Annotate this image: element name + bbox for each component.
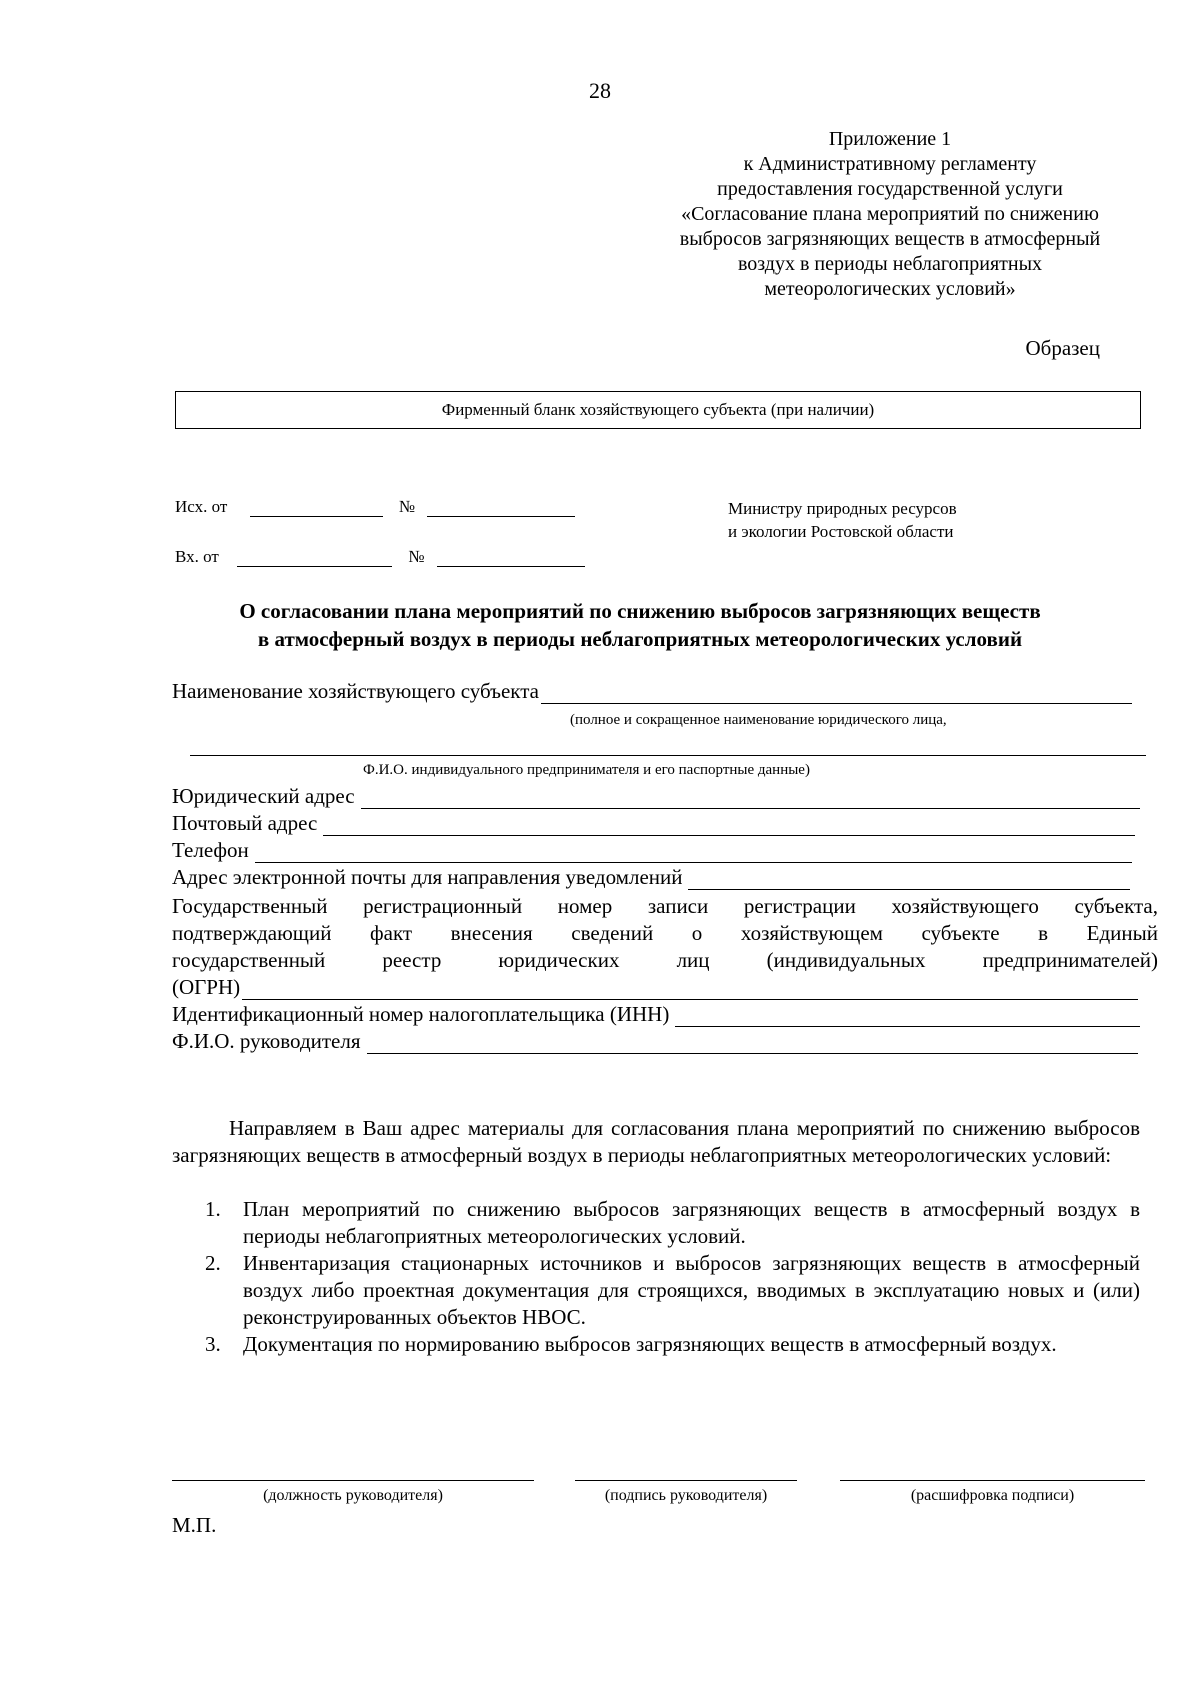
ogrn-description xyxy=(172,893,1158,974)
postal-address-label: Почтовый адрес xyxy=(172,811,318,835)
inn-blank[interactable] xyxy=(675,1006,1140,1027)
letterhead-text: Фирменный бланк хозяйствующего субъекта (при наличии) xyxy=(441,400,875,419)
list-item-number: 3. xyxy=(205,1332,221,1356)
title-line: О согласовании плана мероприятий по снижению выбросов загрязняющих веществ xyxy=(239,599,1041,623)
head-name-blank[interactable] xyxy=(367,1033,1138,1054)
phone-label: Телефон xyxy=(172,838,249,862)
outgoing-number-sign: № xyxy=(398,497,416,516)
list-item-text: Инвентаризация стационарных источников и выбросов загрязняющих веществ в атмосферный воздух либо проектная документация для строящихся, вводимых в эксплуатацию новых и (или) реконструированных объектов НВОС. xyxy=(243,1251,1140,1329)
outgoing-label: Исх. от xyxy=(175,497,228,516)
ogrn-line: подтверждающий факт внесения сведений о хозяйствующем субъекте в Единый xyxy=(172,921,1158,945)
addressee xyxy=(728,497,957,543)
incoming-date-blank[interactable] xyxy=(237,548,392,567)
outgoing-date-blank[interactable] xyxy=(250,498,383,517)
incoming-number-sign: № xyxy=(408,547,425,566)
decoding-signature-line[interactable] xyxy=(840,1480,1145,1481)
head-name-label: Ф.И.О. руководителя xyxy=(172,1029,361,1053)
postal-address-field xyxy=(172,811,1135,836)
ogrn-line: Государственный регистрационный номер записи регистрации хозяйствующего субъекта, xyxy=(172,894,1158,918)
position-signature-line[interactable] xyxy=(172,1480,534,1481)
sample-label: Образец xyxy=(1025,336,1100,360)
intro-paragraph: Направляем в Ваш адрес материалы для согласования плана мероприятий по снижению выбросов загрязняющих веществ в атмосферный воздух в периоды неблагоприятных метеорологических условий: xyxy=(172,1116,1140,1167)
list-item-text: Документация по нормированию выбросов загрязняющих веществ в атмосферный воздух. xyxy=(243,1332,1057,1356)
head-name-field xyxy=(172,1029,1138,1054)
position-caption: (должность руководителя) xyxy=(263,1487,443,1504)
appendix-line: воздух в периоды неблагоприятных xyxy=(737,253,1043,275)
appendix-line: «Согласование плана мероприятий по снижению xyxy=(681,203,1099,225)
addressee-line: и экологии Ростовской области xyxy=(728,522,954,541)
postal-address-blank[interactable] xyxy=(323,815,1135,836)
appendix-line: метеорологических условий» xyxy=(764,278,1016,300)
letterhead-box xyxy=(175,391,1141,429)
entity-name-label: Наименование хозяйствующего субъекта xyxy=(172,679,539,703)
decoding-caption: (расшифровка подписи) xyxy=(910,1487,1075,1504)
entity-name-blank[interactable] xyxy=(541,683,1132,704)
incoming-label: Вх. от xyxy=(175,547,219,566)
addressee-line: Министру природных ресурсов xyxy=(728,499,957,518)
ogrn-blank[interactable] xyxy=(242,979,1138,1000)
list-item-number: 1. xyxy=(205,1197,221,1221)
title-line: в атмосферный воздух в периоды неблагоприятных метеорологических условий xyxy=(257,627,1023,651)
incoming-ref-row xyxy=(175,547,585,567)
signature-caption: (подпись руководителя) xyxy=(604,1487,768,1504)
entity-name-blank-2[interactable] xyxy=(190,755,1146,756)
outgoing-ref-row xyxy=(175,497,575,517)
signature-line[interactable] xyxy=(575,1480,797,1481)
inn-field xyxy=(172,1002,1140,1027)
list-item xyxy=(205,1196,1140,1250)
ogrn-line: государственный реестр юридических лиц (индивидуальных предпринимателей) xyxy=(172,948,1158,972)
list-item xyxy=(205,1331,1140,1358)
list-item-text: План мероприятий по снижению выбросов загрязняющих веществ в атмосферный воздух в периоды неблагоприятных метеорологических условий. xyxy=(243,1197,1140,1248)
appendix-line: предоставления государственной услуги xyxy=(717,178,1063,200)
outgoing-number-blank[interactable] xyxy=(427,498,575,517)
entity-name-field xyxy=(172,679,1132,704)
appendix-line: выбросов загрязняющих веществ в атмосферный xyxy=(679,228,1101,250)
email-blank[interactable] xyxy=(688,869,1130,890)
legal-address-label: Юридический адрес xyxy=(172,784,355,808)
legal-address-field xyxy=(172,784,1140,809)
list-item-number: 2. xyxy=(205,1251,221,1275)
appendix-line: к Административному регламенту xyxy=(743,153,1037,175)
ogrn-label: (ОГРН) xyxy=(172,975,241,999)
document-title xyxy=(150,597,1130,653)
stamp-label: М.П. xyxy=(172,1513,217,1537)
appendix-line: Приложение 1 xyxy=(828,128,952,150)
phone-blank[interactable] xyxy=(255,842,1132,863)
phone-field xyxy=(172,838,1132,863)
entity-name-note: (полное и сокращенное наименование юридического лица, xyxy=(570,712,947,728)
email-field xyxy=(172,865,1130,890)
incoming-number-blank[interactable] xyxy=(437,548,585,567)
page-number: 28 xyxy=(589,78,611,103)
entity-name-note-2: Ф.И.О. индивидуального предпринимателя и его паспортные данные) xyxy=(363,762,810,778)
appendix-header xyxy=(640,127,1140,302)
inn-label: Идентификационный номер налогоплательщика (ИНН) xyxy=(172,1002,670,1026)
ogrn-field xyxy=(172,975,1138,1000)
email-label: Адрес электронной почты для направления уведомлений xyxy=(172,865,683,889)
legal-address-blank[interactable] xyxy=(361,788,1140,809)
list-item xyxy=(205,1250,1140,1331)
